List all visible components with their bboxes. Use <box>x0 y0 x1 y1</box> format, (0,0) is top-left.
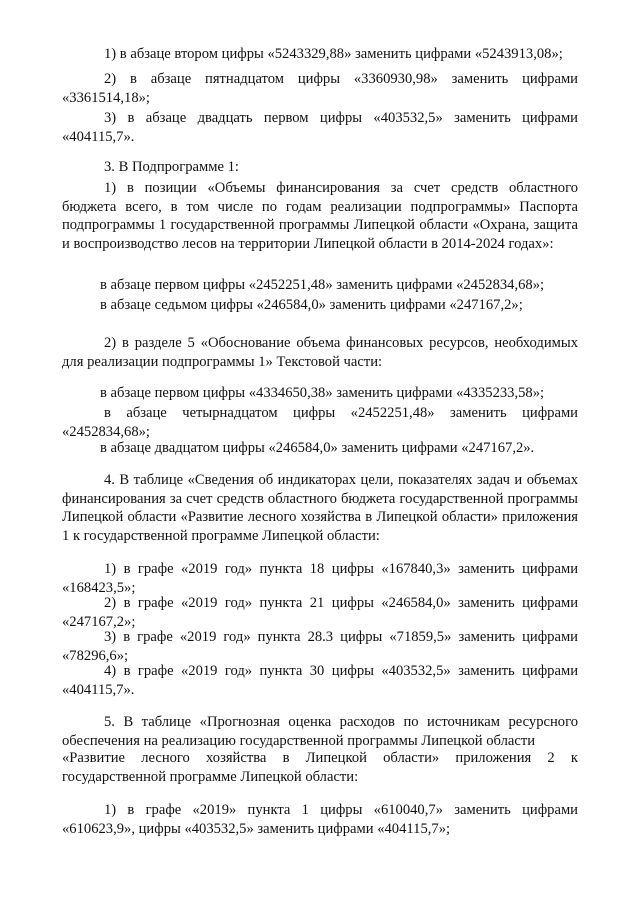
paragraph-item-2: 2) в абзаце пятнадцатом цифры «3360930,98» заменить цифрами «3361514,18»; <box>62 71 578 106</box>
paragraph-subitem-fourteenth: в абзаце четырнадцатом цифры «2452251,48» заменить цифрами «2452834,68»; <box>62 405 578 440</box>
paragraph-section-3-heading: 3. В Подпрограмме 1: <box>104 159 239 175</box>
paragraph-subitem-first: в абзаце первом цифры «2452251,48» заменить цифрами «2452834,68»; <box>100 277 545 293</box>
paragraph-section-4-item-2: 2) в графе «2019 год» пункта 21 цифры «246584,0» заменить цифрами «247167,2»; <box>62 595 578 630</box>
paragraph-subitem-twentieth: в абзаце двадцатом цифры «246584,0» заменить цифрами «247167,2». <box>100 440 535 456</box>
paragraph-section-4-item-4: 4) в графе «2019 год» пункта 30 цифры «403532,5» заменить цифрами «404115,7». <box>62 663 578 698</box>
paragraph-subitem-first-2: в абзаце первом цифры «4334650,38» заменить цифрами «4335233,58»; <box>100 385 545 401</box>
paragraph-section-5-item-1: 1) в графе «2019» пункта 1 цифры «610040,7» заменить цифрами «610623,9», цифры «403532,5» заменить цифрами «404115,7»; <box>62 802 578 837</box>
paragraph-section-4: 4. В таблице «Сведения об индикаторах цели, показателях задач и объемах финансирования за счет средств областного бюджета государственной программы Липецкой области «Развитие лесного хозяйства в Липецкой области» приложения 1 к государственной программе Липецкой области: <box>62 472 578 544</box>
paragraph-item-3: 3) в абзаце двадцать первом цифры «403532,5» заменить цифрами «404115,7». <box>62 110 578 145</box>
paragraph-section-5: 5. В таблице «Прогнозная оценка расходов по источникам ресурсного обеспечения на реализацию государственной программы Липецкой области <box>62 714 578 749</box>
paragraph-section-4-item-1: 1) в графе «2019 год» пункта 18 цифры «167840,3» заменить цифрами «168423,5»; <box>62 561 578 596</box>
paragraph-section-3-item-2: 2) в разделе 5 «Обоснование объема финансовых ресурсов, необходимых для реализации подпрограммы 1» Текстовой части: <box>62 335 578 370</box>
paragraph-subitem-seventh: в абзаце седьмом цифры «246584,0» заменить цифрами «247167,2»; <box>100 297 523 313</box>
paragraph-section-4-item-3: 3) в графе «2019 год» пункта 28.3 цифры «71859,5» заменить цифрами «78296,6»; <box>62 629 578 664</box>
paragraph-section-5-cont: «Развитие лесного хозяйства в Липецкой области» приложения 2 к государственной программе Липецкой области: <box>62 750 578 785</box>
paragraph-section-3-item-1: 1) в позиции «Объемы финансирования за счет средств областного бюджета всего, в том числе по годам реализации подпрограммы» Паспорта подпрограммы 1 государственной программы Липецкой области «Охрана, защита и воспроизводство лесов на территории Липецкой области в 2014-2024 годах»: <box>62 180 578 252</box>
paragraph-item-1: 1) в абзаце втором цифры «5243329,88» заменить цифрами «5243913,08»; <box>104 46 563 62</box>
